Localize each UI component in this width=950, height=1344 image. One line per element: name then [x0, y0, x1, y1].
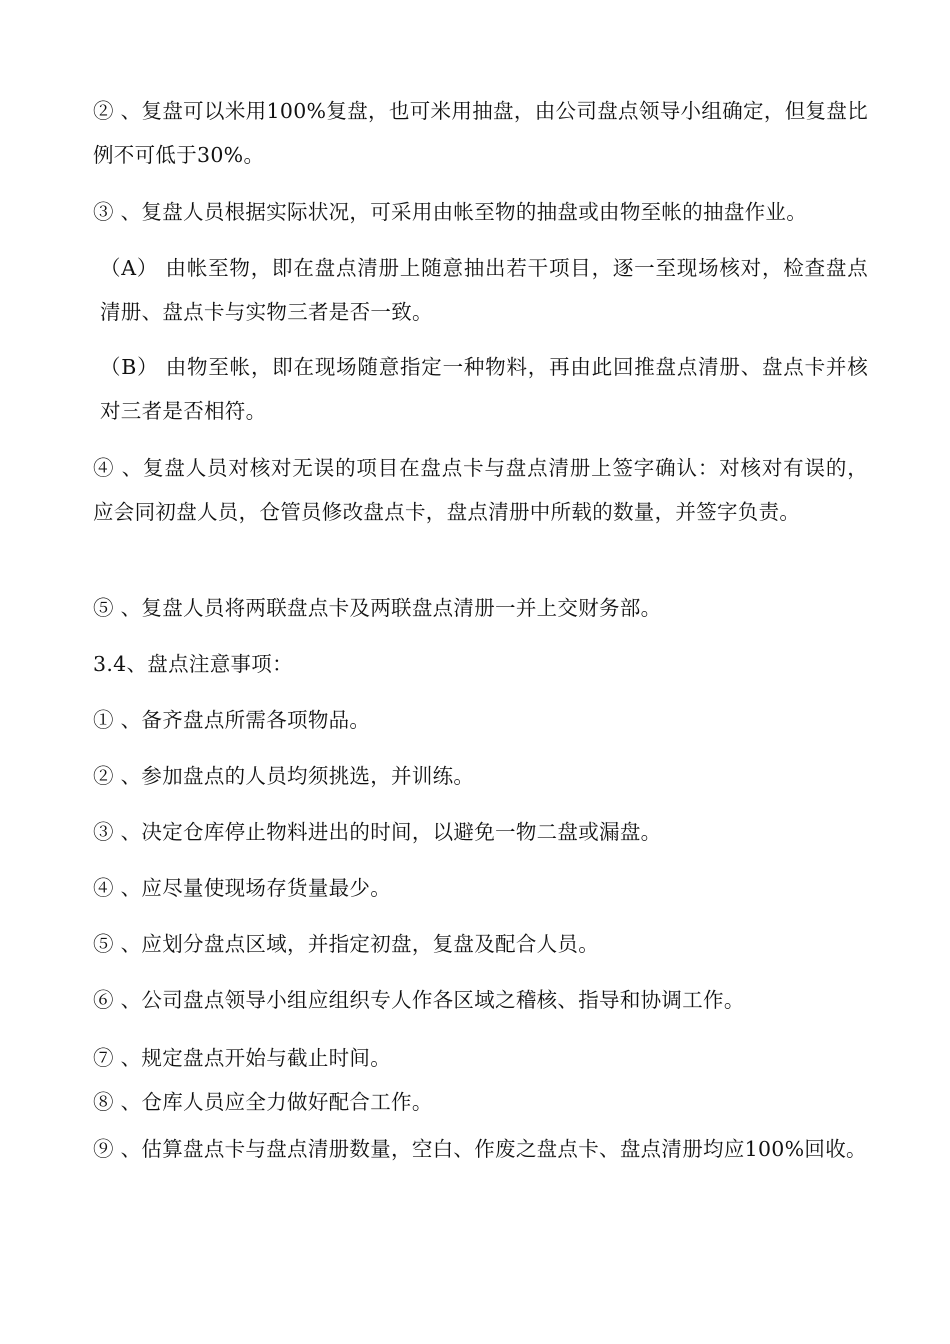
paragraph-submit-finance: ⑤ 、复盘人员将两联盘点卡及两联盘点清册一并上交财务部。: [93, 596, 662, 620]
paragraph-goods-to-book: （B） 由物至帐，即在现场随意指定一种物料，再由此回推盘点清册、盘点卡并核对三者是否相符。: [100, 355, 868, 423]
list-item-divide-areas: ⑤ 、应划分盘点区域，并指定初盘，复盘及配合人员。: [93, 932, 600, 956]
list-item-warehouse-cooperate: ⑧ 、仓库人员应全力做好配合工作。: [93, 1090, 433, 1114]
list-item-start-end-time: ⑦ 、规定盘点开始与截止时间。: [93, 1046, 392, 1070]
paragraph-book-to-goods: （A） 由帐至物，即在盘点清册上随意抽出若干项目，逐一至现场核对，检查盘点清册、盘点卡与实物三者是否一致。: [100, 256, 868, 324]
section-heading-notes: 3.4、盘点注意事项：: [93, 652, 293, 676]
paragraph-review-ratio: ② 、复盘可以米用100%复盘，也可米用抽盘，由公司盘点领导小组确定，但复盘比例不可低于30%。: [93, 99, 868, 167]
paragraph-sign-confirm: ④ 、复盘人员对核对无误的项目在盘点卡与盘点清册上签字确认：对核对有误的，应会同初盘人员，仓管员修改盘点卡，盘点清册中所载的数量，并签字负责。: [93, 456, 868, 524]
list-item-stop-movement: ③ 、决定仓库停止物料进出的时间，以避免一物二盘或漏盘。: [93, 820, 662, 844]
paragraph-review-method: ③ 、复盘人员根据实际状况，可采用由帐至物的抽盘或由物至帐的抽盘作业。: [93, 200, 808, 224]
list-item-minimize-stock: ④ 、应尽量使现场存货量最少。: [93, 876, 392, 900]
list-item-audit-guidance: ⑥ 、公司盘点领导小组应组织专人作各区域之稽核、指导和协调工作。: [93, 988, 745, 1012]
list-item-prepare-items: ① 、备齐盘点所需各项物品。: [93, 708, 371, 732]
list-item-estimate-forms: ⑨ 、估算盘点卡与盘点清册数量，空白、作废之盘点卡、盘点清册均应100%回收。: [93, 1137, 867, 1161]
list-item-select-train: ② 、参加盘点的人员均须挑选，并训练。: [93, 764, 475, 788]
